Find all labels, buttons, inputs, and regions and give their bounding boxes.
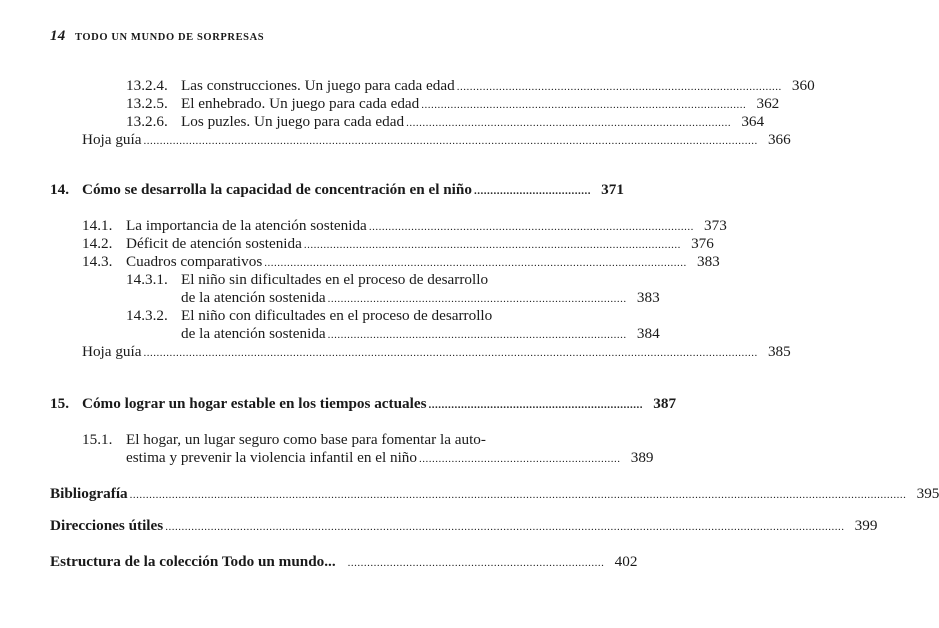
toc-label: 14.3.1. <box>126 271 168 288</box>
toc-leader: .................................................................................................... <box>368 221 694 233</box>
toc-page: 376 <box>691 235 714 252</box>
toc-title: Cómo se desarrolla la capacidad de concentración en el niño <box>82 181 472 198</box>
toc-title: Hoja guía <box>82 131 142 148</box>
toc-leader: .................................................................................................................................. <box>264 257 687 269</box>
toc-label: 13.2.5. <box>126 95 168 112</box>
toc-entry <box>0 76 815 96</box>
toc-entry <box>0 448 654 468</box>
toc-page: 383 <box>636 289 660 306</box>
toc-leader: ............................................................................................................................................................................................. <box>143 135 758 147</box>
toc-entry <box>0 130 791 150</box>
toc-page: 389 <box>630 449 654 466</box>
toc-page: 402 <box>614 553 638 570</box>
running-header <box>50 28 264 45</box>
toc-leader: .................................... <box>473 185 591 197</box>
toc-entry-line1 <box>126 270 488 290</box>
toc-label: 14.1. <box>82 217 113 234</box>
toc-leader: ............................................................................................................................................................................................................................................... <box>129 489 907 501</box>
toc-entry <box>0 288 660 308</box>
toc-leader: .................................................................. <box>428 399 644 411</box>
toc-page: 360 <box>791 77 815 94</box>
toc-entry <box>0 112 765 132</box>
toc-title: Cómo lograr un hogar estable en los tiempos actuales <box>82 395 427 412</box>
toc-title: de la atención sostenida <box>181 289 326 306</box>
toc-page: 371 <box>601 181 624 198</box>
toc-title: Cuadros comparativos <box>126 253 263 270</box>
toc-entry <box>0 234 714 254</box>
toc-page: 399 <box>854 517 878 534</box>
toc-entry <box>0 552 638 572</box>
toc-page: 366 <box>767 131 791 148</box>
toc-entry <box>0 516 878 536</box>
toc-page: 373 <box>704 217 727 234</box>
toc-leader: ............................................................................... <box>347 557 605 569</box>
toc-page: 364 <box>741 113 765 130</box>
toc-label: 14.3.2. <box>126 307 168 324</box>
toc-page: 385 <box>767 343 791 360</box>
toc-page: 362 <box>756 95 780 112</box>
toc-leader: ............................................................................................ <box>327 329 627 341</box>
toc-title: Bibliografía <box>50 485 128 502</box>
toc-title: Estructura de la colección Todo un mundo... <box>50 553 336 570</box>
toc-page: 383 <box>696 253 720 270</box>
toc-title: estima y prevenir la violencia infantil en el niño <box>126 449 417 466</box>
toc-entry <box>0 394 677 414</box>
toc-leader: .................................................................................................... <box>406 117 732 129</box>
toc-label: 14. <box>50 181 69 198</box>
toc-title: El niño sin dificultades en el proceso de desarrollo <box>181 271 489 288</box>
toc-entry-line1 <box>82 430 486 450</box>
toc-title: de la atención sostenida <box>181 325 326 342</box>
toc-title: El hogar, un lugar seguro como base para fomentar la auto- <box>126 431 486 448</box>
toc-leader: .................................................................................................... <box>456 81 782 93</box>
toc-leader: ................................................................................................................................................................................................................. <box>165 521 845 533</box>
toc-title: Las construcciones. Un juego para cada edad <box>181 77 455 94</box>
toc-leader: .................................................................................................... <box>421 99 747 111</box>
toc-entry <box>0 342 791 362</box>
toc-leader: ............................................................................................ <box>327 293 627 305</box>
toc-label: 13.2.6. <box>126 113 168 130</box>
toc-label: 15. <box>50 395 69 412</box>
toc-title: Déficit de atención sostenida <box>126 235 302 252</box>
toc-label: 14.3. <box>82 253 113 270</box>
toc-label: 14.2. <box>82 235 113 252</box>
page-number: 14 <box>50 28 66 44</box>
toc-title: Direcciones útiles <box>50 517 164 534</box>
toc-title: El niño con dificultades en el proceso de desarrollo <box>181 307 493 324</box>
toc-entry <box>0 484 939 504</box>
toc-page: 395 <box>916 485 939 502</box>
toc-leader: ............................................................................................................................................................................................. <box>143 347 758 359</box>
toc-label: 15.1. <box>82 431 113 448</box>
toc-leader: .............................................................. <box>419 453 621 465</box>
toc-entry <box>0 252 720 272</box>
toc-label: 13.2.4. <box>126 77 168 94</box>
toc-entry <box>0 324 660 344</box>
toc-title: La importancia de la atención sostenida <box>126 217 367 234</box>
running-title: TODO UN MUNDO DE SORPRESAS <box>74 32 265 43</box>
toc-title: Los puzles. Un juego para cada edad <box>181 113 405 130</box>
toc-page: 387 <box>653 395 677 412</box>
toc-page: 384 <box>636 325 660 342</box>
toc-entry <box>0 94 780 114</box>
toc-entry <box>0 216 727 236</box>
toc-entry-line1 <box>126 306 492 326</box>
toc-title: Hoja guía <box>82 343 142 360</box>
toc-leader: .................................................................................................................... <box>303 239 681 251</box>
toc-title: El enhebrado. Un juego para cada edad <box>181 95 420 112</box>
toc-entry <box>0 180 624 200</box>
